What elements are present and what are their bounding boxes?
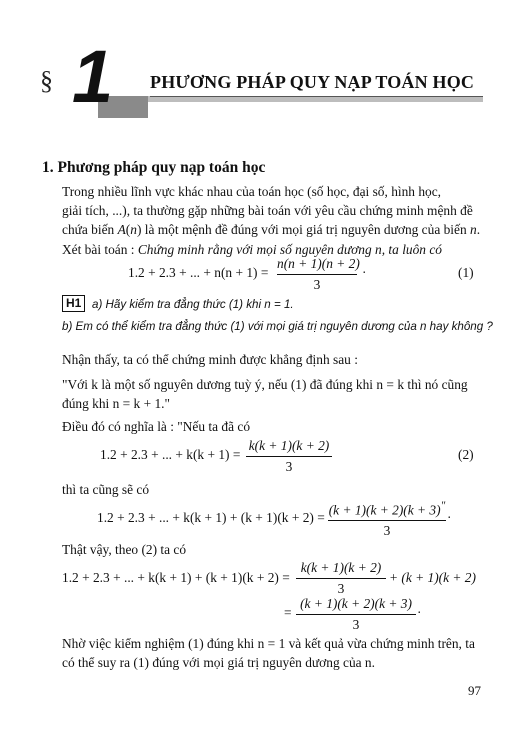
eq3-numerator [328,500,446,518]
eq5-dot: · [417,605,422,620]
fraction-bar [246,456,332,457]
h1-question-a: a) Hãy kiểm tra đẳng thức (1) khi n = 1. [92,298,294,311]
section-heading: 1. Phương pháp quy nạp toán học [42,159,266,176]
eq4-plus-term: + (k + 1)(k + 2) [389,570,476,585]
eq3-fraction [328,500,446,539]
var-n: n [470,222,477,237]
paren: ( [125,222,131,237]
h1-badge: H1 [62,295,85,312]
intro-text: ) là một mệnh đề đúng với mọi giá trị nguyên dương của biến [136,222,471,237]
eq3-numerator-text: (k + 1)(k + 2)(k + 3) [328,502,441,518]
eq1-denominator: 3 [313,277,321,292]
fraction-bar [296,578,386,579]
section-symbol: § [40,66,53,95]
conclusion-line-2: có thể suy ra (1) đúng với mọi giá trị nguyên dương của n. [62,655,375,670]
eq5-denominator: 3 [352,617,360,632]
conclusion-line-1: Nhờ việc kiểm nghiệm (1) đúng khi n = 1 và kết quả vừa chứng minh trên, ta [62,636,475,651]
eq4-denominator: 3 [337,581,345,596]
problem-text: Chứng minh rằng với mọi số nguyên dương n, ta luôn có [137,242,442,257]
intro-line-1: Trong nhiều lĩnh vực khác nhau của toán học (số học, đại số, hình học, [62,184,442,199]
fraction-bar [277,274,357,275]
intro-text: chứa biến [62,222,118,237]
header-rule [150,96,483,97]
eq2-denominator: 3 [285,459,293,474]
closing-quote: " [440,500,446,512]
eq5-fraction [296,596,416,633]
problem-label: Xét bài toán : [62,242,138,257]
eq2-lhs: 1.2 + 2.3 + ... + k(k + 1) = [100,447,241,462]
eq1-number: (1) [458,265,474,280]
claim-line-2: đúng khi n = k + 1." [62,396,170,411]
eq3-denominator: 3 [383,523,391,539]
chapter-title: PHƯƠNG PHÁP QUY NẠP TOÁN HỌC [150,72,475,92]
h1-question-b: b) Em có thể kiểm tra đẳng thức (1) với mọi giá trị nguyên dương của n hay không ? [62,320,493,333]
eq1-numerator: n(n + 1)(n + 2) [277,256,360,271]
observe-text: Nhận thấy, ta có thể chứng minh được khẳng định sau : [62,352,358,367]
eq1-dot: · [362,265,367,280]
claim-line-1: "Với k là một số nguyên dương tuỳ ý, nếu (1) đã đúng khi n = k thì nó cũng [62,377,468,392]
eq2-fraction [246,438,332,475]
problem-statement [62,242,442,258]
indeed-text: Thật vậy, theo (2) ta có [62,542,187,557]
eq5-equals: = [284,605,292,620]
eq2-numerator: k(k + 1)(k + 2) [248,438,330,453]
intro-line-3 [62,222,480,238]
eq1-lhs: 1.2 + 2.3 + ... + n(n + 1) = [128,265,269,280]
eq3-dot: · [447,510,452,525]
eq4-fraction [296,560,386,597]
intro-line-2: giải tích, ...), ta thường gặp những bài toán với yêu cầu chứng minh mệnh đề [62,203,473,218]
section-number: 1 [72,35,114,118]
meaning-text: Điều đó có nghĩa là : "Nếu ta đã có [62,419,251,434]
eq4-lhs: 1.2 + 2.3 + ... + k(k + 1) + (k + 1)(k + 2) = [62,570,290,585]
period: . [476,222,481,237]
eq4-numerator: k(k + 1)(k + 2) [300,560,382,575]
fraction-bar [328,520,446,521]
page-number: 97 [468,683,481,698]
fraction-bar [296,614,416,615]
var-n: n [130,222,137,237]
eq5-numerator: (k + 1)(k + 2)(k + 3) [300,596,412,611]
eq3-lhs: 1.2 + 2.3 + ... + k(k + 1) + (k + 1)(k + 2) = [97,510,325,525]
eq2-number: (2) [458,447,474,462]
then-text: thì ta cũng sẽ có [62,482,150,497]
eq1-fraction [277,256,360,293]
var-A: A [117,222,126,237]
